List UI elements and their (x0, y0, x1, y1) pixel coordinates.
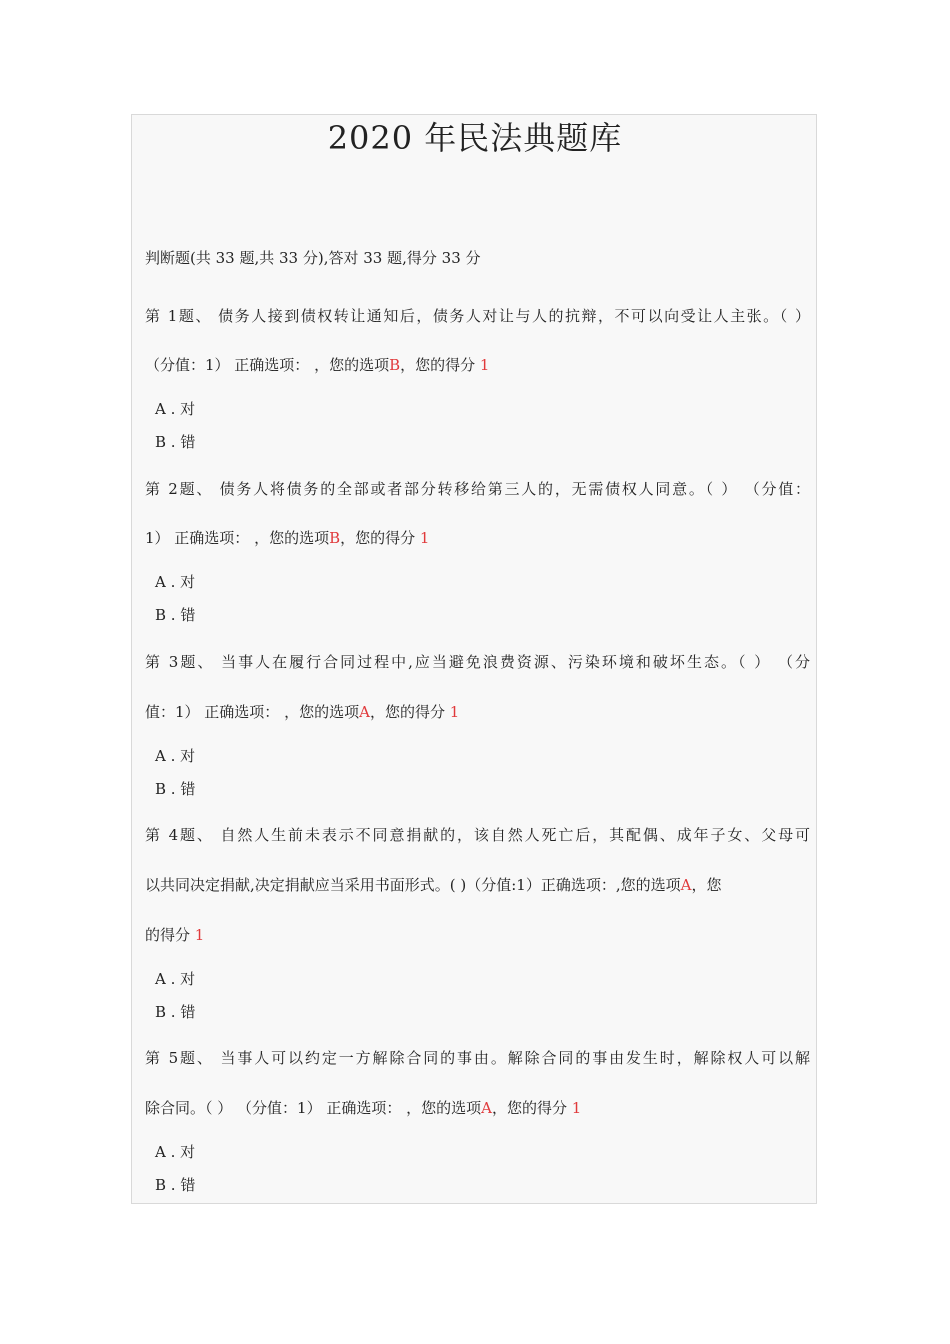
question-2-option-a (155, 572, 195, 592)
option-separator: . (165, 1143, 181, 1161)
summary-line: 判断题(共 33 题,共 33 分),答对 33 题,得分 33 分 (145, 249, 481, 267)
option-key: A (155, 1143, 166, 1161)
question-5-meta: 除合同。（ ） （分值：1） 正确选项： ，您的选项 (145, 1099, 482, 1117)
option-separator: . (166, 780, 181, 798)
option-text: 错 (180, 1176, 196, 1194)
option-separator: . (166, 1176, 181, 1194)
question-4-result (145, 875, 810, 895)
question-4-score: 1 (194, 926, 205, 944)
question-4-meta: 以共同决定捐献,决定捐献应当采用书面形式。( )（分值:1）正确选项：,您的选项 (145, 876, 681, 894)
option-key: B (155, 606, 167, 624)
question-3-option-b (155, 779, 195, 799)
question-2-text: 第 2题、 债务人将债务的全部或者部分转移给第三人的，无需债权人同意。（ ） （分值： (145, 480, 810, 498)
question-3-selected: A (359, 703, 370, 721)
option-text: 对 (180, 1143, 196, 1161)
option-key: A (155, 747, 166, 765)
question-1-option-b (155, 432, 195, 452)
option-key: A (155, 970, 166, 988)
question-1-meta: （分值：1） 正确选项： ，您的选项 (145, 356, 390, 374)
option-separator: . (165, 573, 181, 591)
question-3-text: 第 3题、 当事人在履行合同过程中,应当避免浪费资源、污染环境和破坏生态。（ ） （分 (145, 653, 810, 671)
option-key: B (155, 1003, 167, 1021)
question-4-text: 第 4题、 自然人生前未表示不同意捐献的，该自然人死亡后，其配偶、成年子女、父母可 (145, 826, 810, 844)
option-key: A (155, 573, 166, 591)
question-3-result (145, 702, 810, 722)
question-5-option-a (155, 1142, 195, 1162)
question-1-result (145, 355, 810, 375)
option-text: 对 (180, 970, 196, 988)
question-1-option-a (155, 399, 195, 419)
option-key: B (155, 433, 167, 451)
option-text: 错 (180, 780, 196, 798)
option-text: 错 (180, 606, 196, 624)
question-3-score: 1 (449, 703, 460, 721)
question-4-score-label-cont: 的得分 (145, 926, 191, 944)
question-4-option-b (155, 1002, 195, 1022)
question-1-selected: B (389, 356, 401, 374)
question-2-meta: 1） 正确选项： ，您的选项 (145, 529, 330, 547)
question-5-text: 第 5题、 当事人可以约定一方解除合同的事由。解除合同的事由发生时，解除权人可以解 (145, 1049, 810, 1067)
question-3-score-label: ，您的得分 (369, 703, 445, 721)
option-separator: . (165, 970, 181, 988)
option-text: 对 (180, 573, 196, 591)
question-5-selected: A (481, 1099, 492, 1117)
option-separator: . (165, 400, 181, 418)
question-3-meta: 值：1） 正确选项： ，您的选项 (145, 703, 360, 721)
option-separator: . (166, 1003, 181, 1021)
option-separator: . (166, 433, 181, 451)
question-3-option-a (155, 746, 195, 766)
question-1-score: 1 (479, 356, 490, 374)
option-key: B (155, 1176, 167, 1194)
document-title: 2020 年民法典题库 (327, 119, 623, 157)
question-4-selected: A (680, 876, 692, 894)
option-separator: . (165, 747, 181, 765)
question-5-option-b (155, 1175, 195, 1195)
question-1-text: 第 1题、 债务人接到债权转让通知后，债务人对让与人的抗辩，不可以向受让人主张。（ ） (145, 307, 810, 325)
question-5-score: 1 (571, 1099, 582, 1117)
option-text: 错 (180, 433, 196, 451)
option-separator: . (166, 606, 181, 624)
question-2-selected: B (329, 529, 341, 547)
question-1-score-label: ，您的得分 (400, 356, 476, 374)
option-key: A (155, 400, 166, 418)
question-4-option-a (155, 969, 195, 989)
question-5-result (145, 1098, 810, 1118)
question-2-score-label: ，您的得分 (340, 529, 416, 547)
question-2-score: 1 (419, 529, 430, 547)
question-4-result-cont (145, 925, 810, 945)
option-text: 错 (180, 1003, 196, 1021)
question-2-result (145, 528, 810, 548)
question-5-score-label: ，您的得分 (491, 1099, 567, 1117)
option-text: 对 (180, 400, 196, 418)
question-4-score-label: ，您 (691, 876, 722, 894)
option-text: 对 (180, 747, 196, 765)
option-key: B (155, 780, 167, 798)
question-2-option-b (155, 605, 195, 625)
